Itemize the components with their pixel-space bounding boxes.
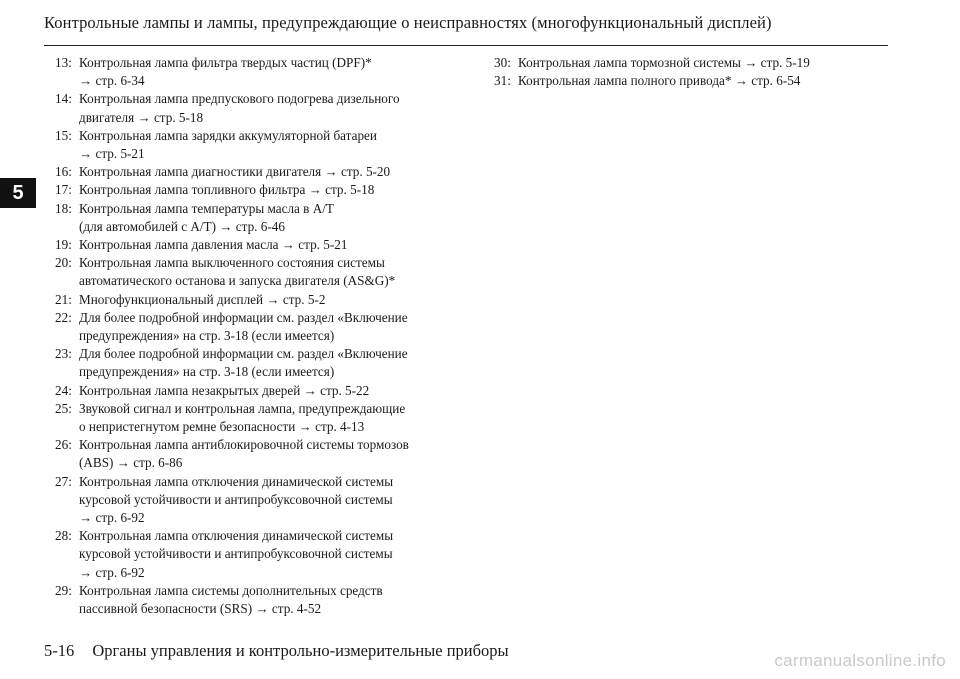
footer-title: Органы управления и контрольно-измерительные приборы [92, 641, 509, 660]
item-text [79, 582, 465, 618]
list-item [55, 527, 465, 582]
list-item [494, 72, 894, 90]
item-number: 18: [55, 200, 72, 216]
item-number: 22: [55, 309, 72, 325]
chapter-tab[interactable]: 5 [0, 178, 36, 208]
item-text [79, 163, 465, 181]
item-number: 17: [55, 182, 72, 198]
item-line: → стр. 6-92 [79, 564, 145, 580]
list-item [494, 54, 894, 72]
list-item [55, 309, 465, 345]
item-text [79, 200, 465, 236]
item-text [79, 127, 465, 163]
item-line: Контрольная лампа фильтра твердых частиц (DPF)* [79, 55, 372, 70]
item-number: 29: [55, 582, 72, 598]
item-line: автоматического останова и запуска двигателя (AS&G)* [79, 273, 396, 289]
item-line: Контрольная лампа незакрытых дверей → стр. 5-22 [79, 382, 370, 398]
item-line: (ABS) → стр. 6-86 [79, 455, 183, 471]
list-item [55, 127, 465, 163]
item-line: Контрольная лампа полного привода* → стр. 6-54 [518, 73, 801, 89]
item-number: 13: [55, 55, 72, 70]
item-line: Контрольная лампа зарядки аккумуляторной батареи [79, 127, 377, 143]
item-number: 14: [55, 91, 72, 107]
item-number: 16: [55, 164, 72, 180]
item-line: → стр. 5-21 [79, 146, 145, 162]
item-line: Для более подробной информации см. раздел «Включение [79, 309, 408, 325]
list-item [55, 291, 465, 309]
item-line: курсовой устойчивости и антипробуксовочной системы [79, 546, 393, 562]
list-item [55, 163, 465, 181]
item-line: Контрольная лампа выключенного состояния системы [79, 255, 385, 271]
item-text [79, 400, 465, 436]
item-line: Контрольная лампа тормозной системы → стр. 5-19 [518, 55, 810, 70]
item-line: (для автомобилей с A/T) → стр. 6-46 [79, 218, 285, 234]
item-text [79, 527, 465, 582]
item-line: двигателя → стр. 5-18 [79, 109, 204, 125]
item-line: курсовой устойчивости и антипробуксовочной системы [79, 491, 393, 507]
list-item [55, 345, 465, 381]
item-text [79, 473, 465, 528]
item-text [79, 254, 465, 290]
item-text [79, 90, 465, 126]
item-number: 30: [494, 55, 511, 70]
item-text [79, 436, 465, 472]
item-line: Контрольная лампа давления масла → стр. 5-21 [79, 237, 348, 253]
item-line: Контрольная лампа антиблокировочной системы тормозов [79, 437, 409, 453]
list-item [55, 54, 465, 90]
item-text [79, 236, 465, 254]
item-line: пассивной безопасности (SRS) → стр. 4-52 [79, 601, 322, 617]
watermark[interactable]: carmanualsonline.info [774, 651, 946, 670]
item-line: Контрольная лампа температуры масла в A/T [79, 200, 334, 216]
item-text [79, 345, 465, 381]
item-number: 23: [55, 346, 72, 362]
item-line: Контрольная лампа системы дополнительных средств [79, 582, 383, 598]
list-item [55, 200, 465, 236]
list-item [55, 473, 465, 528]
item-line: Контрольная лампа отключения динамической системы [79, 528, 394, 544]
item-line: предупреждения» на стр. 3-18 (если имеется) [79, 328, 335, 344]
page-footer [44, 641, 509, 661]
list-item [55, 400, 465, 436]
list-item [55, 582, 465, 618]
item-number: 31: [494, 73, 511, 89]
item-text [79, 309, 465, 345]
item-line: Контрольная лампа диагностики двигателя → стр. 5-20 [79, 164, 391, 180]
item-line: Многофункциональный дисплей → стр. 5-2 [79, 291, 326, 307]
item-number: 24: [55, 382, 72, 398]
list-item [55, 181, 465, 199]
item-number: 21: [55, 291, 72, 307]
item-line: Контрольная лампа отключения динамической системы [79, 473, 394, 489]
item-line: Контрольная лампа предпускового подогрева дизельного [79, 91, 400, 107]
item-line: Контрольная лампа топливного фильтра → стр. 5-18 [79, 182, 375, 198]
item-number: 15: [55, 127, 72, 143]
item-text [79, 291, 465, 309]
item-text [518, 54, 894, 72]
list-item [55, 236, 465, 254]
item-line: предупреждения» на стр. 3-18 (если имеется) [79, 364, 335, 380]
item-number: 27: [55, 473, 72, 489]
list-item [55, 436, 465, 472]
page-number: 5-16 [44, 641, 75, 660]
left-column [55, 54, 465, 618]
page-header: Контрольные лампы и лампы, предупреждающие о неисправностях (многофункциональный дисплей) [44, 13, 772, 32]
item-line: о непристегнутом ремне безопасности → стр. 4-13 [79, 419, 365, 435]
item-text [79, 181, 465, 199]
item-line: → стр. 6-92 [79, 510, 145, 526]
item-text [518, 72, 894, 90]
item-number: 28: [55, 528, 72, 544]
right-column [494, 54, 894, 90]
item-number: 19: [55, 237, 72, 253]
header-rule [44, 45, 888, 46]
item-number: 20: [55, 255, 72, 271]
list-item [55, 254, 465, 290]
item-number: 25: [55, 400, 72, 416]
item-number: 26: [55, 437, 72, 453]
item-line: Звуковой сигнал и контрольная лампа, предупреждающие [79, 400, 406, 416]
item-text [79, 54, 465, 90]
item-line: → стр. 6-34 [79, 73, 145, 89]
list-item [55, 90, 465, 126]
item-line: Для более подробной информации см. раздел «Включение [79, 346, 408, 362]
list-item [55, 382, 465, 400]
item-text [79, 382, 465, 400]
